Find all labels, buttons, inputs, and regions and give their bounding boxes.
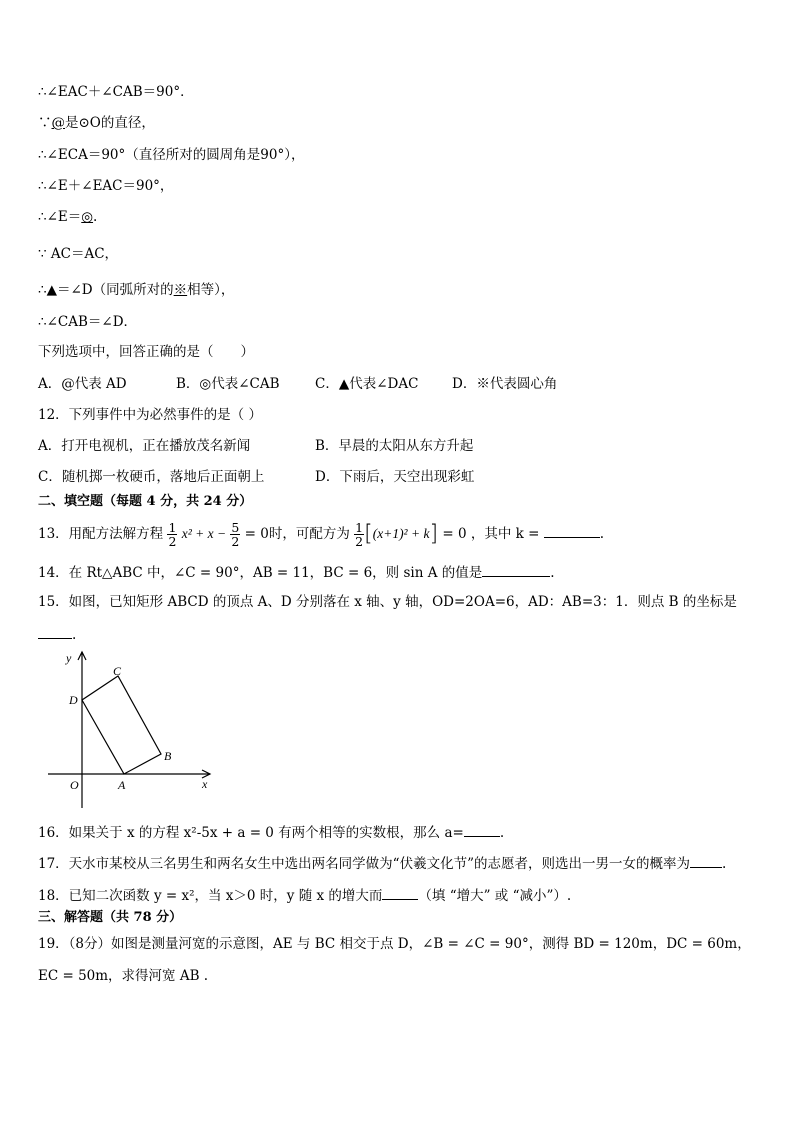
q15-line-2: . xyxy=(38,624,76,644)
triangle-symbol: ▲ xyxy=(46,282,57,298)
proof-line-3: ∴∠ECA＝90°（直径所对的圆周角是90°）， xyxy=(38,147,305,163)
section-2-heading: 二、填空题（每题 4 分，共 24 分） xyxy=(38,494,253,509)
proof-line-7: ∴▲＝∠D（同弧所对的※相等）， xyxy=(38,282,235,298)
answer-blank-18 xyxy=(382,885,418,900)
q12-stem: 12．下列事件中为必然事件的是（ ） xyxy=(38,407,262,423)
answer-blank-14 xyxy=(482,562,550,577)
proof-line-8: ∴∠CAB＝∠D． xyxy=(38,314,138,330)
q13: 13．用配方法解方程 $\frac{1}{2}$ x² + x − $\frac{5}{2}$ = 0时，可配方为 $\frac{1}{2}$ [(x+1)² + k] = 0 ，其中 k = . xyxy=(38,520,605,549)
q12-option-b: B．早晨的太阳从东方升起 xyxy=(315,438,474,454)
label-d: D xyxy=(69,693,78,707)
answer-blank-15 xyxy=(38,624,72,639)
q12-option-d: D．下雨后，天空出现彩虹 xyxy=(315,469,475,485)
q11-option-a: A．@代表 AD xyxy=(38,376,127,392)
q11-stem: 下列选项中，回答正确的是（ ） xyxy=(38,344,254,360)
q15-line-1: 15．如图，已知矩形 ABCD 的顶点 A、D 分别落在 x 轴、y 轴，OD=2OA=6，AD：AB=3：1．则点 B 的坐标是 xyxy=(38,594,737,610)
proof-line-2: ∵@是⊙O的直径， xyxy=(38,115,155,131)
q11-option-c: C．▲代表∠DAC xyxy=(315,376,419,392)
proof-line-6: ∵ AC＝AC， xyxy=(38,246,119,262)
q17: 17．天水市某校从三名男生和两名女生中选出两名同学做为“伏羲文化节”的志愿者，则选出一男一女的概率为 . xyxy=(38,853,726,873)
asterism-symbol: ※ xyxy=(173,282,188,298)
proof-line-4: ∴∠E＋∠EAC＝90°， xyxy=(38,178,174,194)
label-y: y xyxy=(66,651,72,665)
proof-line-5: ∴∠E＝◎. xyxy=(38,209,98,225)
q19-line-2: EC = 50m，求得河宽 AB . xyxy=(38,968,209,984)
q19-line-1: 19．（8分）如图是测量河宽的示意图，AE 与 BC 相交于点 D，∠B = ∠C = 90°，测得 BD = 120m，DC = 60m， xyxy=(38,936,751,952)
frac-3: $\frac{1}{2}$ xyxy=(355,520,364,549)
label-b: B xyxy=(164,749,172,763)
frac-1: $\frac{1}{2}$ xyxy=(168,520,177,549)
at-symbol: @ xyxy=(51,115,65,131)
label-x: x xyxy=(202,777,208,791)
rectangle-figure xyxy=(40,648,225,813)
label-o: O xyxy=(70,778,79,792)
q12-option-c: C．随机掷一枚硬币，落地后正面朝上 xyxy=(38,469,265,485)
frac-2: $\frac{5}{2}$ xyxy=(231,520,240,549)
circle-symbol: ◎ xyxy=(81,209,94,225)
q16: 16．如果关于 x 的方程 x²-5x + a = 0 有两个相等的实数根，那么 a= . xyxy=(38,822,504,842)
q11-option-d: D．※代表圆心角 xyxy=(452,376,558,392)
rectangle-abcd xyxy=(82,676,161,774)
answer-blank-13 xyxy=(544,523,600,538)
label-c: C xyxy=(113,664,122,678)
q11-option-b: B．◎代表∠CAB xyxy=(176,376,280,392)
answer-blank-16 xyxy=(464,822,500,837)
answer-blank-17 xyxy=(690,853,722,868)
label-a: A xyxy=(118,778,126,792)
q14: 14．在 Rt△ABC 中，∠C = 90°，AB = 11，BC = 6，则 sin A 的值是 . xyxy=(38,562,555,582)
proof-line-1: ∴∠EAC＋∠CAB＝90°． xyxy=(38,84,194,100)
q12-option-a: A．打开电视机，正在播放茂名新闻 xyxy=(38,438,251,454)
section-3-heading: 三、解答题（共 78 分） xyxy=(38,910,183,925)
q18: 18．已知二次函数 y = x²，当 x＞0 时，y 随 x 的增大而 （填 “增大” 或 “减小”）. xyxy=(38,885,571,905)
